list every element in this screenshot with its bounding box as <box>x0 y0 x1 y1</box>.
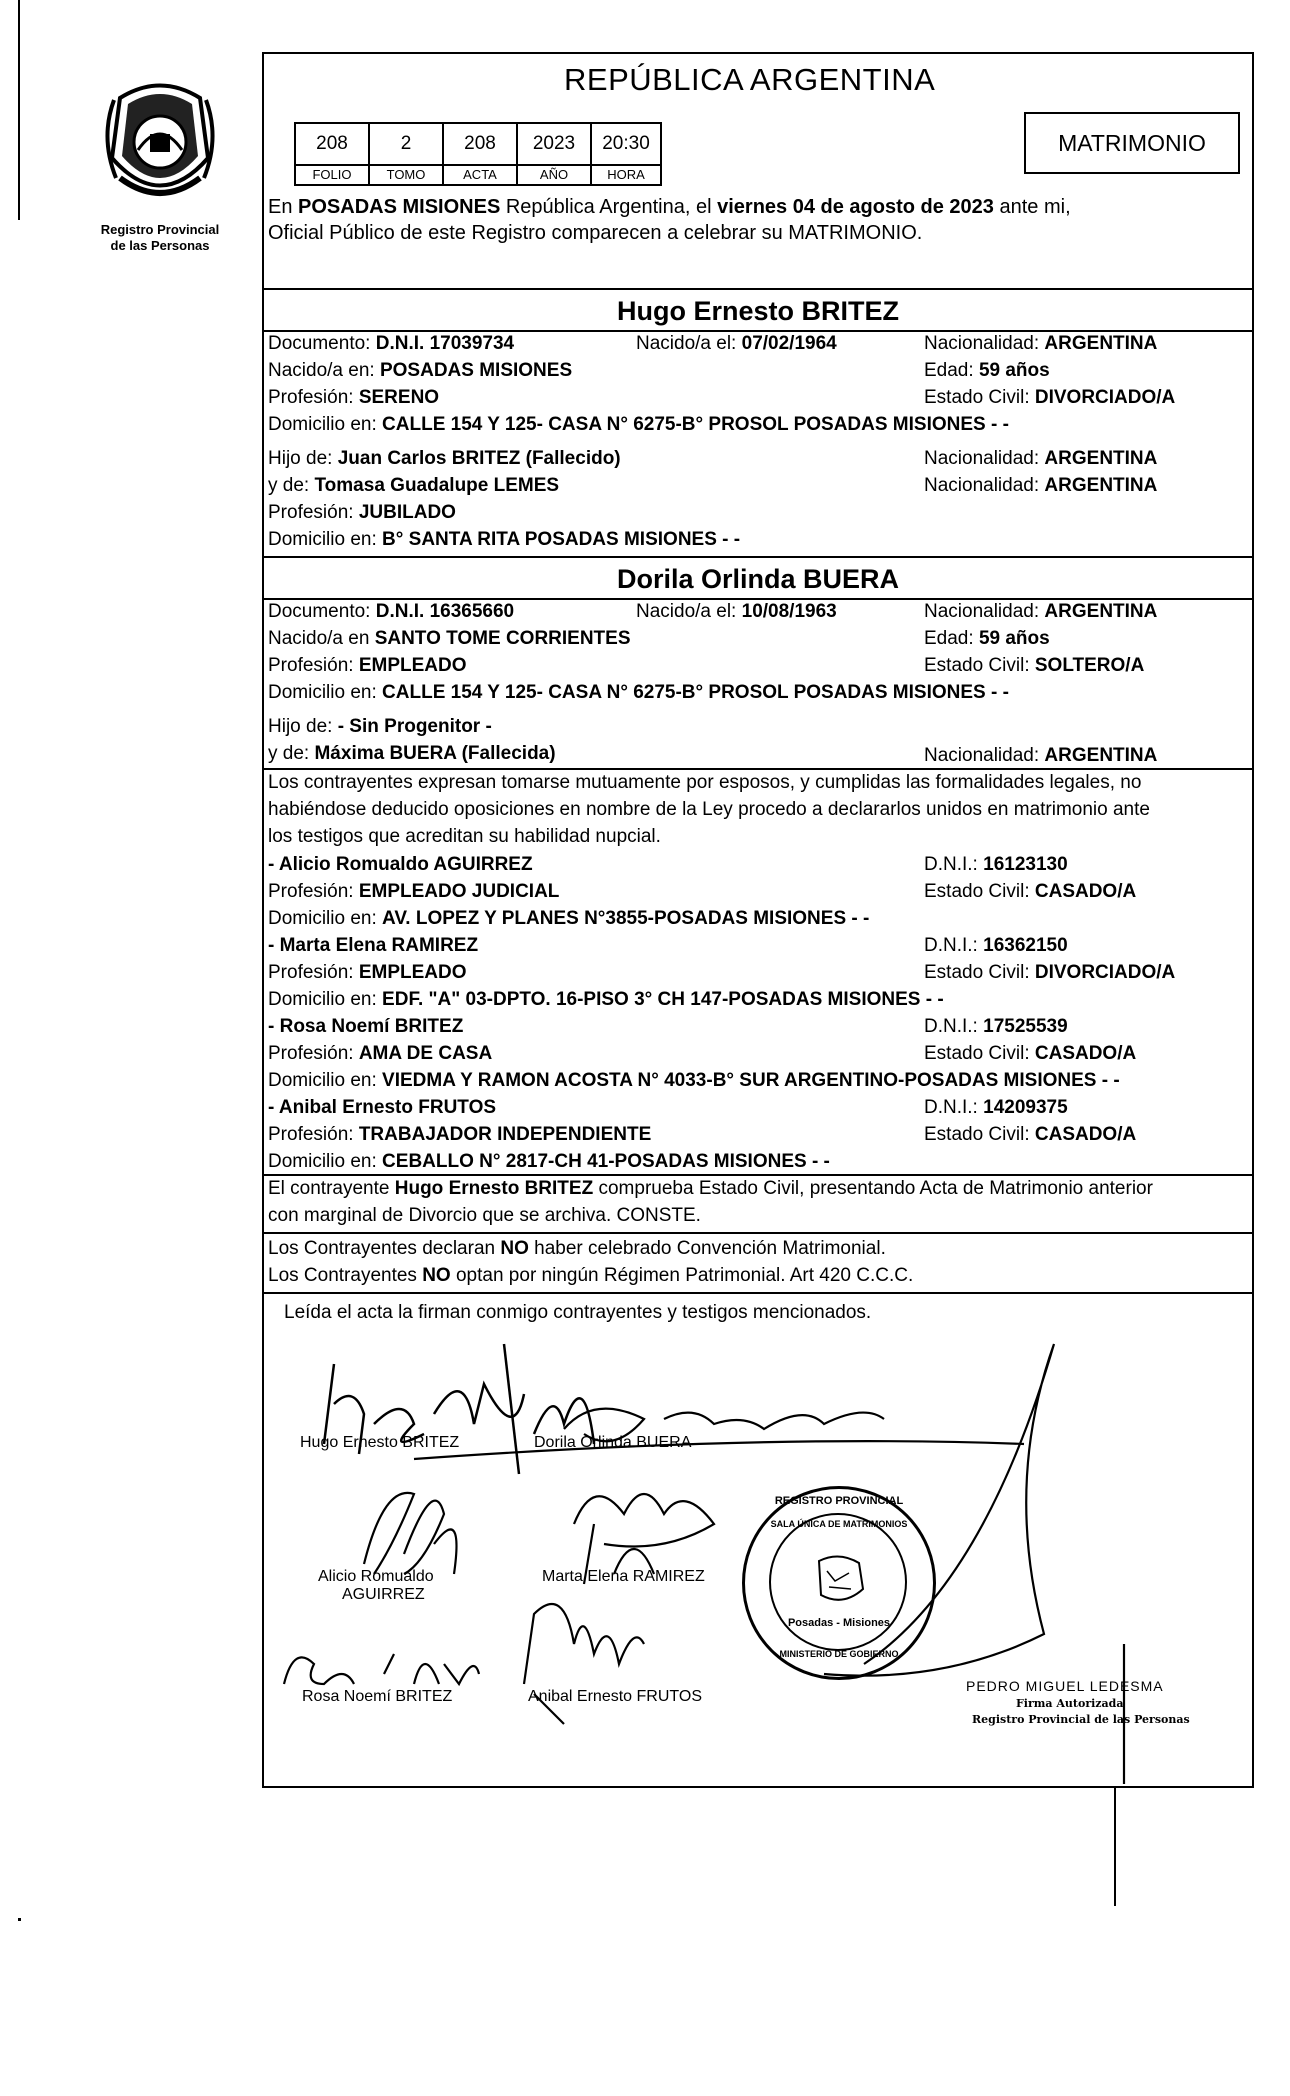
groom-profession: Profesión: SERENO <box>268 387 440 408</box>
witness-4-civil: Estado Civil: CASADO/A <box>924 1124 1137 1145</box>
witness-2-dni: D.N.I.: 16362150 <box>924 935 1068 956</box>
witness-2-signature-name: Marta Elena RAMIREZ <box>542 1568 705 1585</box>
divider <box>264 768 1252 770</box>
intro-line-1: En POSADAS MISIONES República Argentina, el viernes 04 de agosto de 2023 ante mi, <box>268 196 1071 218</box>
agency-name-1: Registro Provincial <box>100 222 220 237</box>
witness-1-civil: Estado Civil: CASADO/A <box>924 881 1137 902</box>
agency-name-2: de las Personas <box>110 238 210 253</box>
margin-dot <box>18 1918 21 1921</box>
declaration-line-2: habiéndose deducido oposiciones en nombre de la Ley procedo a declararlos unidos en matrimonio ante <box>268 799 1150 820</box>
witness-1-signature-name: Alicio Romualdo <box>318 1568 434 1585</box>
bride-document: Documento: D.N.I. 16365660 <box>268 601 515 622</box>
witness-4-profession: Profesión: TRABAJADOR INDEPENDIENTE <box>268 1124 652 1145</box>
witness-2-name: - Marta Elena RAMIREZ <box>268 935 479 956</box>
year-cell: 2023 AÑO <box>518 124 592 184</box>
witness-4-address: Domicilio en: CEBALLO N° 2817-CH 41-POSADAS MISIONES - - <box>268 1151 830 1172</box>
groom-signature <box>324 1344 594 1474</box>
document-title: REPÚBLICA ARGENTINA <box>564 62 936 97</box>
groom-parent-address: Domicilio en: B° SANTA RITA POSADAS MISIONES - - <box>268 529 741 550</box>
groom-parent-profession: Profesión: JUBILADO <box>268 502 456 523</box>
bride-civil-status: Estado Civil: SOLTERO/A <box>924 655 1145 676</box>
record-type-box: MATRIMONIO <box>1024 112 1240 174</box>
witness-3-profession: Profesión: AMA DE CASA <box>268 1043 493 1064</box>
witness-2-address: Domicilio en: EDF. "A" 03-DPTO. 16-PISO 3° CH 147-POSADAS MISIONES - - <box>268 989 944 1010</box>
witness-2-civil: Estado Civil: DIVORCIADO/A <box>924 962 1176 983</box>
witness-1-signature-name-2: AGUIRREZ <box>342 1586 425 1603</box>
groom-birthdate: Nacido/a el: 07/02/1964 <box>636 333 837 354</box>
divider <box>264 1292 1252 1294</box>
bride-age: Edad: 59 años <box>924 628 1050 649</box>
witness-3-address: Domicilio en: VIEDMA Y RAMON ACOSTA N° 4033-B° SUR ARGENTINO-POSADAS MISIONES - - <box>268 1070 1120 1091</box>
witness-4-name: - Anibal Ernesto FRUTOS <box>268 1097 497 1118</box>
groom-civil-status: Estado Civil: DIVORCIADO/A <box>924 387 1176 408</box>
witness-4-signature-name: Anibal Ernesto FRUTOS <box>528 1688 702 1705</box>
bride-father: Hijo de: - Sin Progenitor - <box>268 716 492 737</box>
marriage-certificate <box>262 52 1254 1788</box>
groom-document: Documento: D.N.I. 17039734 <box>268 333 515 354</box>
witness-1-name: - Alicio Romualdo AGUIRREZ <box>268 854 533 875</box>
record-table <box>294 122 662 186</box>
regime-note: Los Contrayentes NO optan por ningún Régimen Patrimonial. Art 420 C.C.C. <box>268 1265 914 1286</box>
declaration-line-1: Los contrayentes expresan tomarse mutuamente por esposos, y cumplidas las formalidades legales, no <box>268 772 1142 793</box>
witness-1-dni: D.N.I.: 16123130 <box>924 854 1068 875</box>
acta-cell: 208 ACTA <box>444 124 518 184</box>
bride-name: Dorila Orlinda BUERA <box>616 564 900 594</box>
reading-note: Leída el acta la firman conmigo contrayentes y testigos mencionados. <box>284 1302 872 1323</box>
province-map-icon <box>809 1551 869 1607</box>
bride-mother-nationality: Nacionalidad: ARGENTINA <box>924 745 1158 766</box>
stamp-inner-text: SALA ÚNICA DE MATRIMONIOS <box>770 1519 908 1529</box>
official-name: PEDRO MIGUEL LEDESMA <box>966 1678 1164 1694</box>
bride-nationality: Nacionalidad: ARGENTINA <box>924 601 1158 622</box>
province-seal-icon <box>100 78 220 218</box>
witness-3-dni: D.N.I.: 17525539 <box>924 1016 1068 1037</box>
groom-name: Hugo Ernesto BRITEZ <box>617 296 899 326</box>
agency-logo <box>100 78 220 218</box>
groom-age: Edad: 59 años <box>924 360 1050 381</box>
bride-birthdate: Nacido/a el: 10/08/1963 <box>636 601 837 622</box>
witness-3-civil: Estado Civil: CASADO/A <box>924 1043 1137 1064</box>
groom-mother: y de: Tomasa Guadalupe LEMES <box>268 475 560 496</box>
folio-cell: 208 FOLIO <box>296 124 370 184</box>
civil-note-2: con marginal de Divorcio que se archiva. CONSTE. <box>268 1205 701 1226</box>
divider <box>264 598 1252 600</box>
bride-mother: y de: Máxima BUERA (Fallecida) <box>268 743 556 764</box>
witness-1-signature <box>364 1493 457 1574</box>
stamp-city: Posadas - Misiones <box>787 1617 891 1629</box>
stamp-ministry: MINISTERIO DE GOBIERNO <box>779 1649 899 1659</box>
bride-signature-name: Dorila Orlinda BUERA <box>534 1434 692 1451</box>
margin-line <box>18 0 20 220</box>
hour-cell: 20:30 HORA <box>592 124 660 184</box>
divider <box>264 288 1252 290</box>
intro-line-2: Oficial Público de este Registro comparecen a celebrar su MATRIMONIO. <box>268 222 923 244</box>
tomo-cell: 2 TOMO <box>370 124 444 184</box>
declaration-line-3: los testigos que acreditan su habilidad nupcial. <box>268 826 661 847</box>
convention-note: Los Contrayentes declaran NO haber celebrado Convención Matrimonial. <box>268 1238 886 1259</box>
witness-3-signature <box>284 1654 479 1684</box>
witness-4-dni: D.N.I.: 14209375 <box>924 1097 1068 1118</box>
groom-father-nationality: Nacionalidad: ARGENTINA <box>924 448 1158 469</box>
official-role: Firma Autorizada <box>1016 1697 1124 1710</box>
groom-nationality: Nacionalidad: ARGENTINA <box>924 333 1158 354</box>
witness-2-profession: Profesión: EMPLEADO <box>268 962 467 983</box>
civil-note-1: El contrayente Hugo Ernesto BRITEZ comprueba Estado Civil, presentando Acta de Matrimonio anterior <box>268 1178 1153 1199</box>
groom-address: Domicilio en: CALLE 154 Y 125- CASA N° 6275-B° PROSOL POSADAS MISIONES - - <box>268 414 1009 435</box>
witness-3-signature-name: Rosa Noemí BRITEZ <box>302 1688 453 1705</box>
bride-address: Domicilio en: CALLE 154 Y 125- CASA N° 6275-B° PROSOL POSADAS MISIONES - - <box>268 682 1009 703</box>
witness-1-profession: Profesión: EMPLEADO JUDICIAL <box>268 881 560 902</box>
witness-1-address: Domicilio en: AV. LOPEZ Y PLANES N°3855-POSADAS MISIONES - - <box>268 908 870 929</box>
witness-3-name: - Rosa Noemí BRITEZ <box>268 1016 464 1037</box>
bride-profession: Profesión: EMPLEADO <box>268 655 467 676</box>
official-org: Registro Provincial de las Personas <box>972 1713 1190 1726</box>
witness-4-signature <box>524 1604 644 1724</box>
stamp-outer-text: REGISTRO PROVINCIAL <box>774 1495 904 1507</box>
divider <box>264 1174 1252 1176</box>
groom-father: Hijo de: Juan Carlos BRITEZ (Fallecido) <box>268 448 621 469</box>
official-stamp <box>742 1486 936 1680</box>
signature-tail <box>1114 1786 1116 1906</box>
divider <box>264 1232 1252 1234</box>
bride-birthplace: Nacido/a en SANTO TOME CORRIENTES <box>268 628 631 649</box>
divider <box>264 556 1252 558</box>
groom-mother-nationality: Nacionalidad: ARGENTINA <box>924 475 1158 496</box>
groom-signature-name: Hugo Ernesto BRITEZ <box>300 1434 460 1451</box>
groom-birthplace: Nacido/a en: POSADAS MISIONES <box>268 360 573 381</box>
divider <box>264 330 1252 332</box>
